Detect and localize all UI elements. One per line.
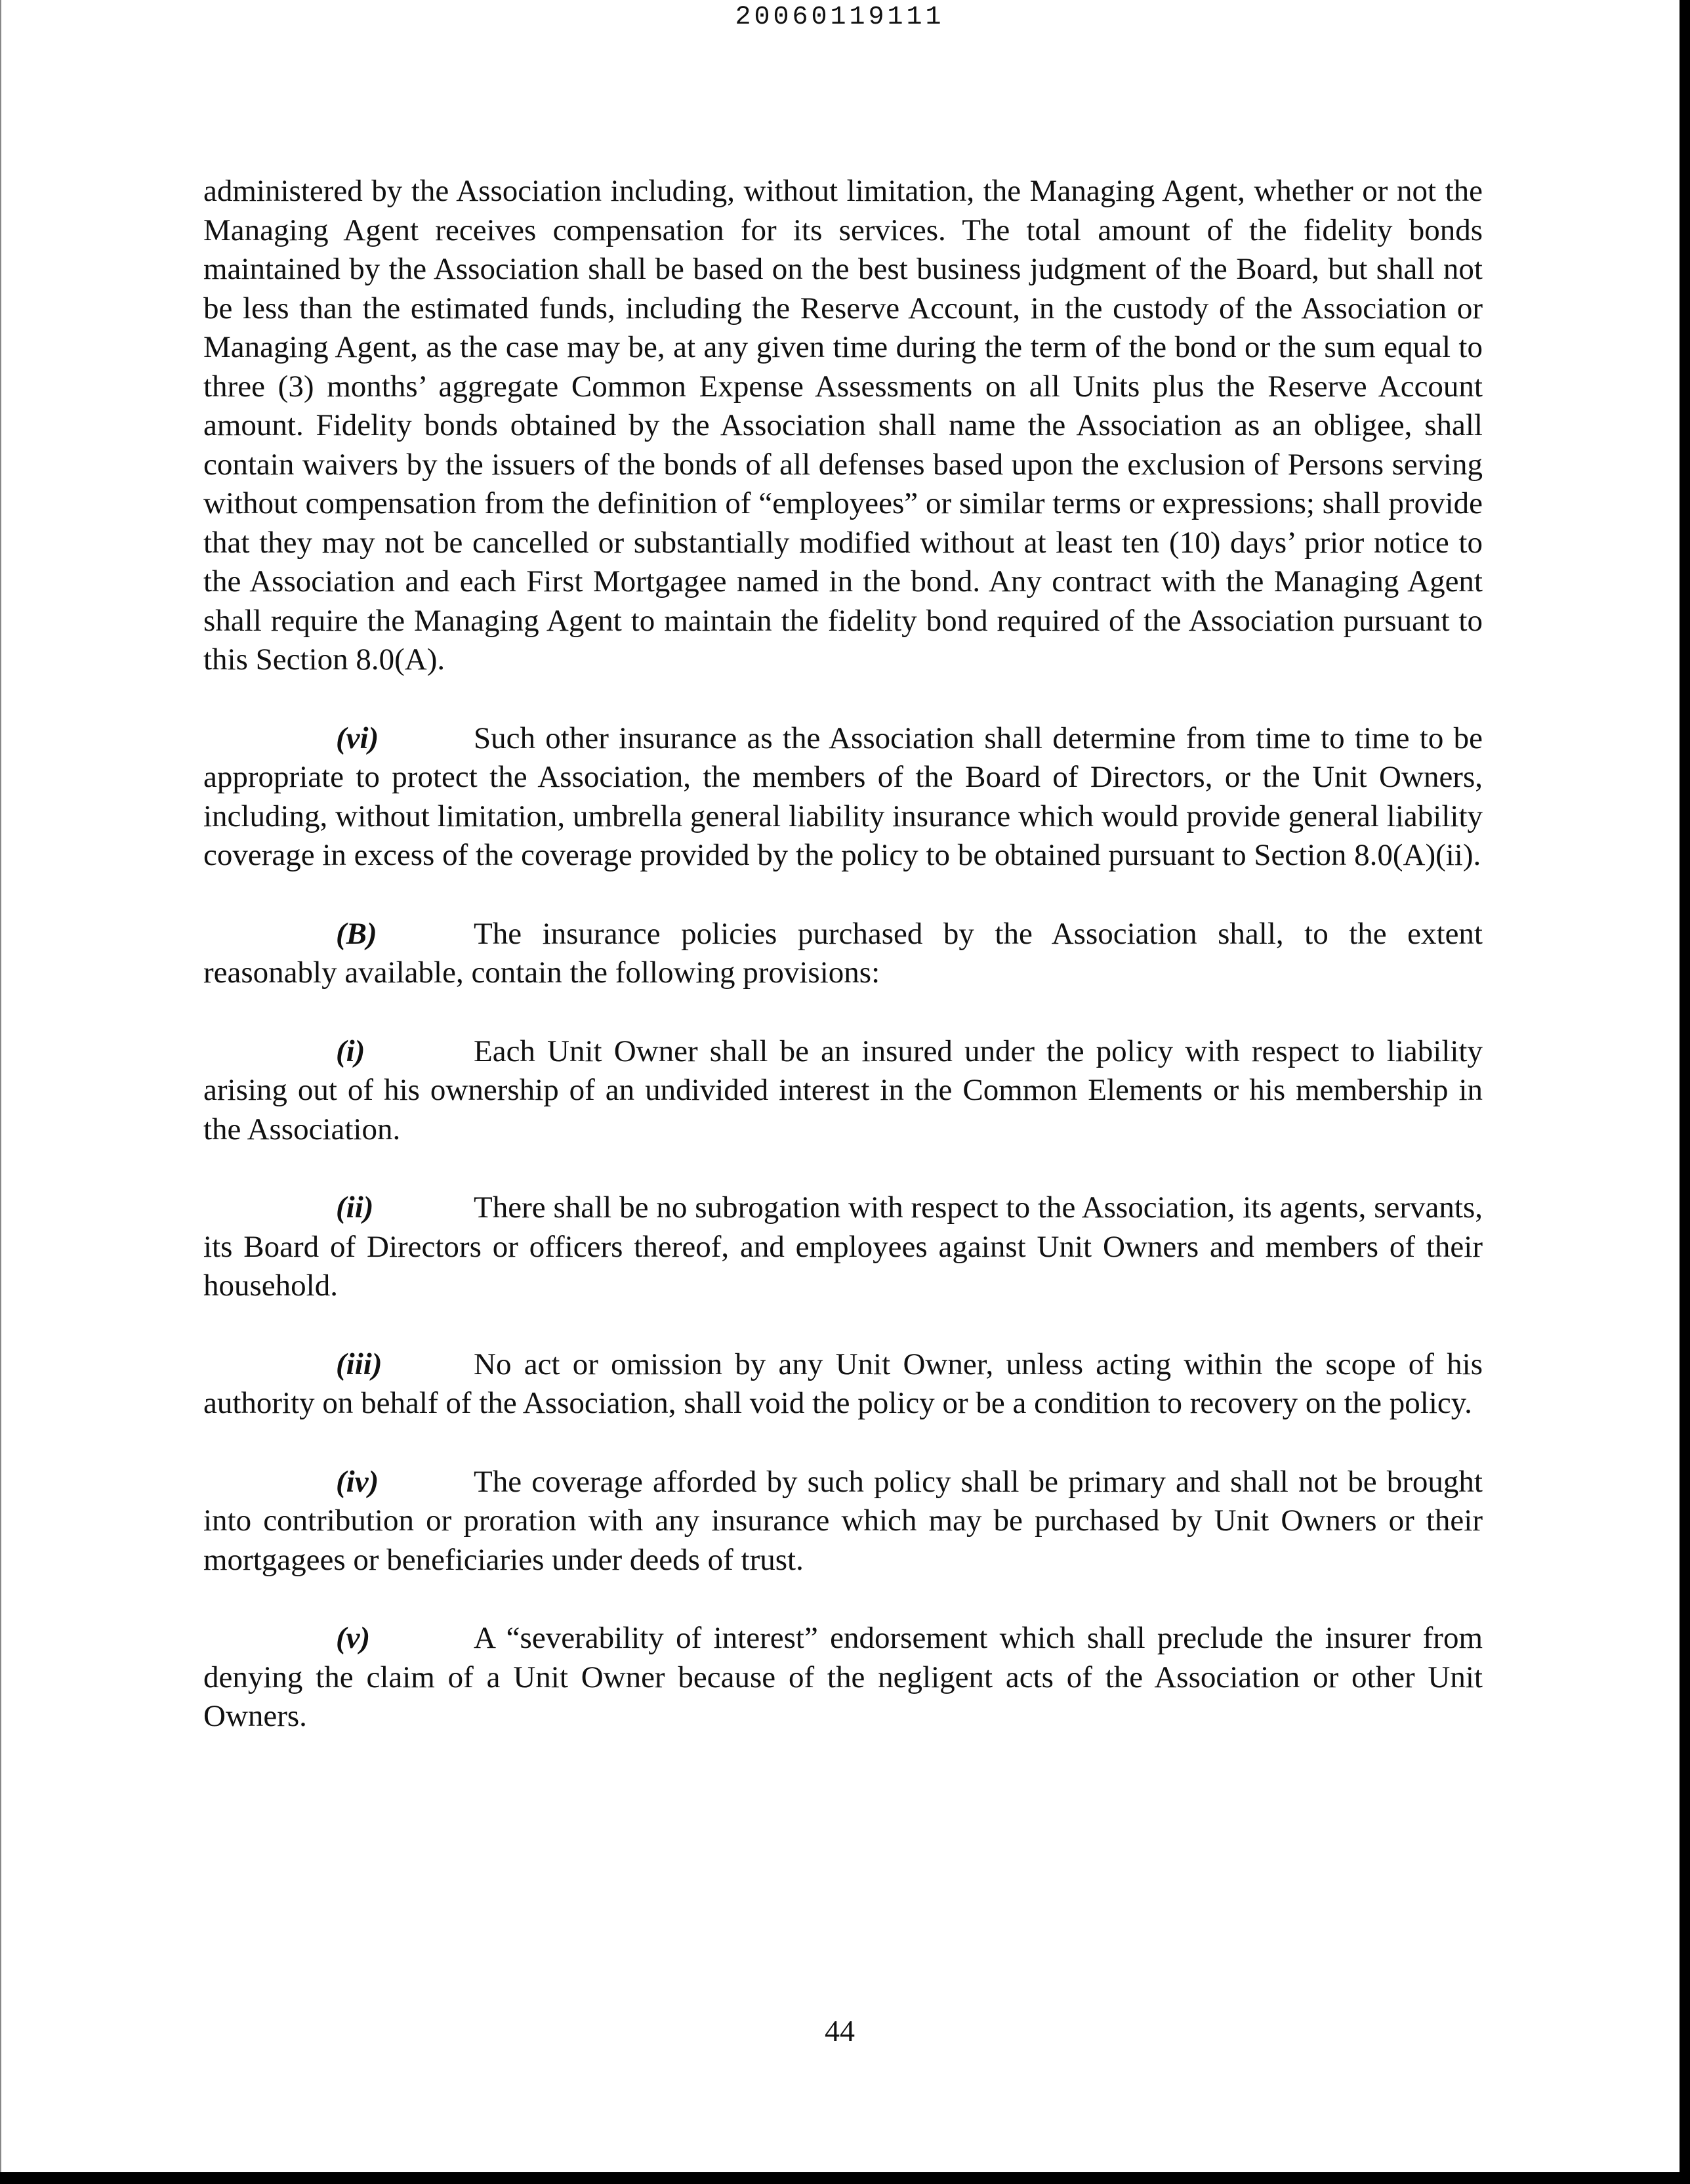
document-id: 20060119111 xyxy=(735,3,945,32)
paragraph-text: Such other insurance as the Association shall determine from time to time to be appropriate to protect the Association, the members of the Board of Directors, or the Unit Owners, including, without limitation, umbrella general liability insurance which would provide general liability coverage in excess of the coverage provided by the policy to be obtained pursuant to Section 8.0(A)(ii). xyxy=(203,721,1483,872)
paragraph-marker: (iii) xyxy=(336,1347,382,1381)
paragraph-marker: (v) xyxy=(336,1621,371,1655)
paragraph-v xyxy=(203,1619,1483,1736)
paragraph-iv xyxy=(203,1463,1483,1580)
scan-edge-left xyxy=(0,0,1,2184)
paragraph-marker: (i) xyxy=(336,1034,365,1068)
scan-edge-bottom xyxy=(0,2172,1690,2184)
paragraph-ii xyxy=(203,1188,1483,1306)
paragraph-text: There shall be no subrogation with respect to the Association, its agents, servants, its Board of Directors or officers thereof, and employees against Unit Owners and members of their household. xyxy=(203,1190,1483,1303)
paragraph-text: The coverage afforded by such policy shall be primary and shall not be brought into contribution or proration with any insurance which may be purchased by Unit Owners or their mortgagees or beneficiaries under deeds of trust. xyxy=(203,1464,1483,1577)
paragraph-iii xyxy=(203,1345,1483,1423)
paragraph-B xyxy=(203,915,1483,993)
paragraph-text: Each Unit Owner shall be an insured under the policy with respect to liability arising out of his ownership of an undivided interest in the Common Elements or his membership in the Association. xyxy=(203,1034,1483,1146)
paragraph-marker: (B) xyxy=(336,916,377,951)
continuation-paragraph: administered by the Association including, without limitation, the Managing Agent, whether or not the Managing Agent receives compensation for its services. The total amount of the fidelity bonds maintained by the Association shall be based on the best business judgment of the Board, but shall not be less than the estimated funds, including the Reserve Account, in the custody of the Association or Managing Agent, as the case may be, at any given time during the term of the bond or the sum equal to three (3) months’ aggregate Common Expense Assessments on all Units plus the Reserve Account amount. Fidelity bonds obtained by the Association shall name the Association as an obligee, shall contain waivers by the issuers of the bonds of all defenses based upon the exclusion of Persons serving without compensation from the definition of “employees” or similar terms or expressions; shall provide that they may not be cancelled or substantially modified without at least ten (10) days’ prior notice to the Association and each First Mortgagee named in the bond. Any contract with the Managing Agent shall require the Managing Agent to maintain the fidelity bond required of the Association pursuant to this Section 8.0(A). xyxy=(203,174,1483,677)
scan-edge-right xyxy=(1680,0,1690,2184)
paragraph-text: The insurance policies purchased by the Association shall, to the extent reasonably available, contain the following provisions: xyxy=(203,916,1483,990)
paragraph-i xyxy=(203,1032,1483,1150)
paragraph-marker: (iv) xyxy=(336,1464,379,1499)
paragraph-vi xyxy=(203,719,1483,875)
paragraph-text: A “severability of interest” endorsement which shall preclude the insurer from denying the claim of a Unit Owner because of the negligent acts of the Association or other Unit Owners. xyxy=(203,1621,1483,1733)
document-body xyxy=(203,172,1483,1776)
paragraph-marker: (vi) xyxy=(336,721,379,755)
paragraph-text: No act or omission by any Unit Owner, unless acting within the scope of his authority on behalf of the Association, shall void the policy or be a condition to recovery on the policy. xyxy=(203,1347,1483,1420)
page-number: 44 xyxy=(825,2014,855,2048)
paragraph-marker: (ii) xyxy=(336,1190,374,1225)
